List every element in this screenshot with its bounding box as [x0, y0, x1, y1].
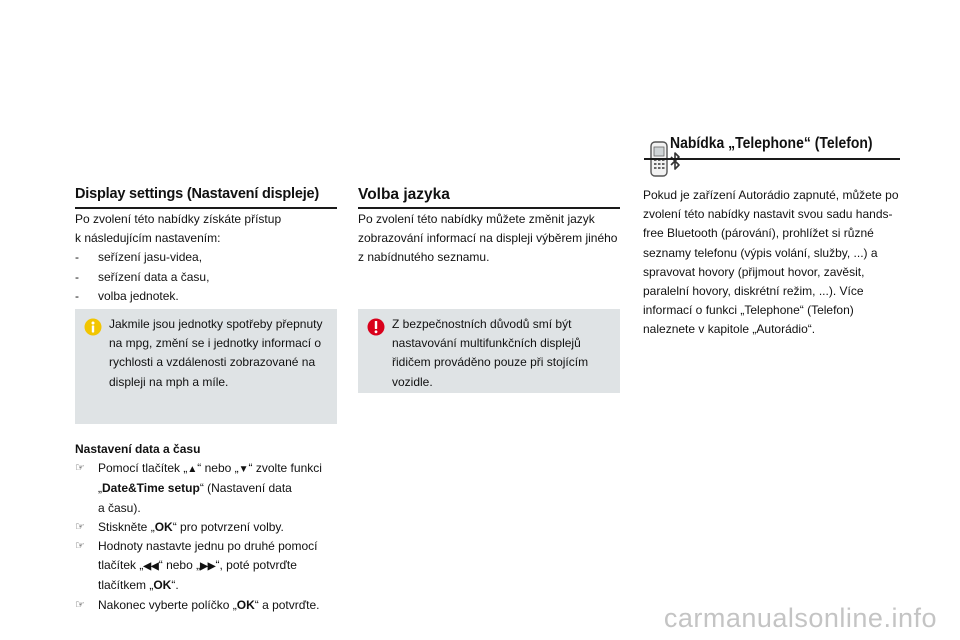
telephone-text: Pokud je zařízení Autorádio zapnuté, můžete po zvolení této nabídky nastavit svou sadu hands-free Bluetooth (párování), prohlížet si různé seznamy telefonu (výpis volání, služby, ...) a spravovat hovory (přijmout hovor, zavěsit, paralelní hovory, diskrétní režim, ...). Více informací o funkci „Telephone“ (Telefon) naleznete v kapitole „Autorádio“.: [643, 188, 899, 337]
ok-key-label: OK: [154, 519, 173, 534]
info-icon: [84, 318, 102, 336]
display-settings-rule: [75, 207, 337, 209]
down-arrow-key-icon: ▼: [238, 464, 249, 476]
display-settings-title: Display settings (Nastavení displeje): [75, 186, 320, 202]
ok-key-label: OK: [236, 597, 255, 612]
warning-icon: [367, 318, 385, 336]
safety-warning-text: Z bezpečnostních důvodů smí být nastavování multifunkčních displejů řidičem prováděno pouze při stojícím vozidle.: [392, 317, 589, 389]
list-item: - volba jednotek.: [75, 288, 179, 303]
right-arrow-key-icon: ▶▶: [200, 561, 216, 573]
intro-line-2: k následujícím nastavením:: [75, 231, 221, 246]
date-time-heading: Nastavení data a času: [75, 442, 201, 456]
list-item: - seřízení data a času,: [75, 269, 210, 284]
language-rule: [358, 207, 620, 209]
language-text: Po zvolení této nabídky můžete změnit jazyk zobrazování informací na displeji výběrem jiného z nabídnutého seznamu.: [358, 212, 618, 265]
telephone-menu-title: Nabídka „Telephone“ (Telefon): [670, 135, 873, 152]
date-time-steps: [75, 459, 350, 615]
left-arrow-key-icon: ◀◀: [143, 561, 159, 573]
list-item: ☞ Stiskněte „OK“ pro potvrzení volby.: [75, 518, 350, 537]
list-item: - seřízení jasu-videa,: [75, 250, 203, 265]
up-arrow-key-icon: ▲: [187, 464, 198, 476]
display-settings-list: [75, 248, 337, 306]
units-note-text: Jakmile jsou jednotky spotřeby přepnuty na mpg, změní se i jednotky informací o rychlosti a vzdálenosti zobrazované na displeji na mph a míle.: [109, 317, 323, 389]
footer-watermark: carmanualsonline.info: [663, 603, 937, 633]
safety-warning-box: [358, 309, 620, 393]
units-note-box: [75, 309, 337, 424]
menu-name: Date&Time setup: [102, 481, 200, 496]
telephone-rule: [644, 158, 900, 160]
list-item: ☞ Pomocí tlačítek „▲“ nebo „▼“ zvolte funkci „Date&Time setup“ (Nastavení data a času).: [75, 461, 322, 515]
display-settings-intro: [75, 210, 337, 306]
ok-key-label: OK: [153, 578, 172, 593]
intro-line-1: Po zvolení této nabídky získáte přístup: [75, 212, 282, 226]
list-item: ☞ Nakonec vyberte políčko „OK“ a potvrďte.: [75, 596, 350, 615]
arrow-bullet-icon: ☞: [75, 462, 85, 475]
date-time-section: [75, 440, 350, 615]
arrow-bullet-icon: ☞: [75, 540, 85, 553]
arrow-bullet-icon: ☞: [75, 598, 85, 611]
list-item: ☞ Hodnoty nastavte jednu po druhé pomocí tlačítek „◀◀“ nebo „▶▶“, poté potvrďte tlačítkem „OK“.: [75, 539, 318, 593]
arrow-bullet-icon: ☞: [75, 520, 85, 533]
language-title: Volba jazyka: [358, 186, 450, 203]
